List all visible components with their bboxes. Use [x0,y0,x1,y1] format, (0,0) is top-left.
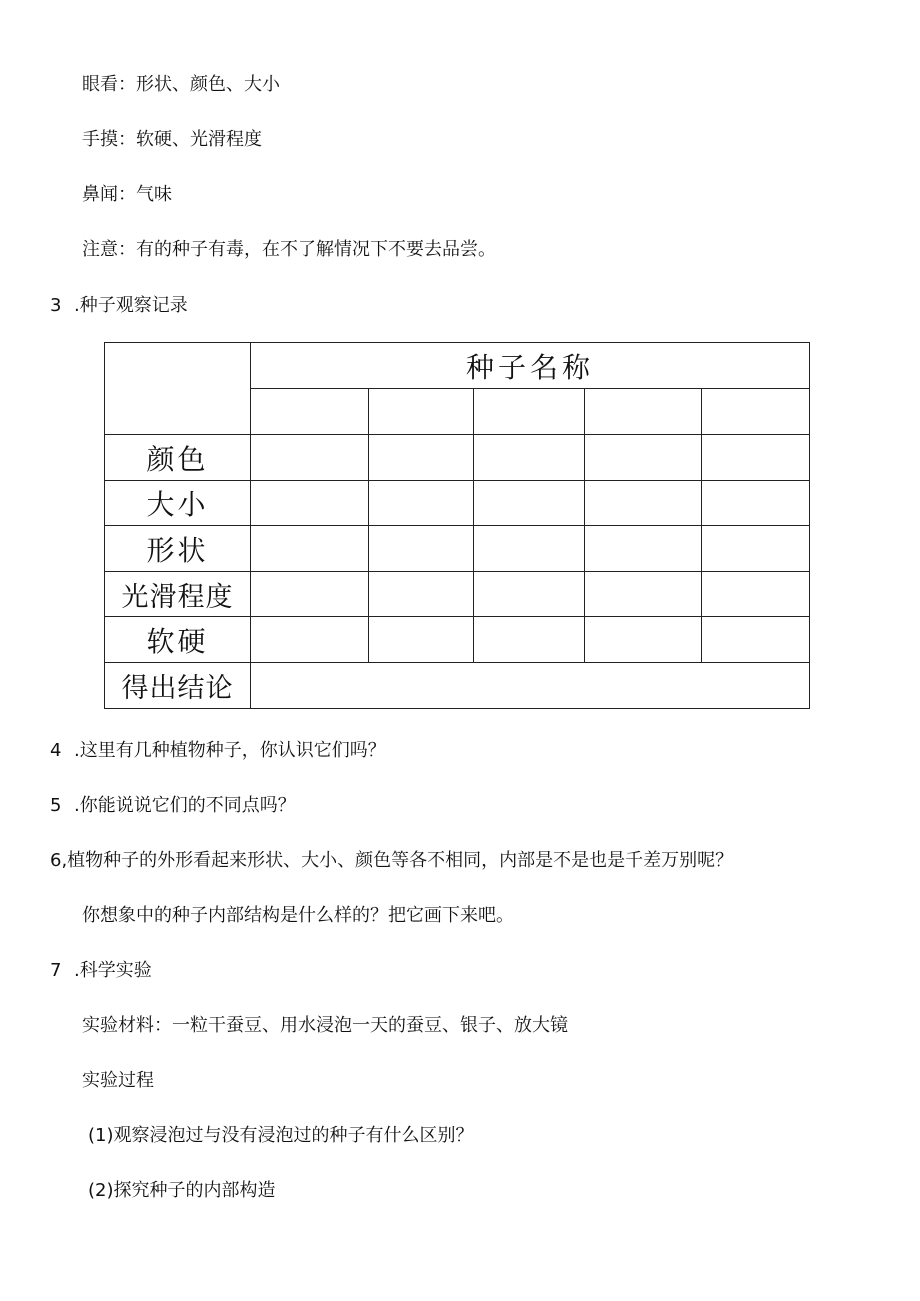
table-cell[interactable] [251,435,369,481]
seed-name-cell[interactable] [474,389,585,435]
section-5-title: .你能说说它们的不同点吗？ [74,795,296,816]
seed-observation-table [104,342,810,709]
seed-name-cell[interactable] [369,389,474,435]
conclusion-cell[interactable] [251,663,810,709]
table-cell[interactable] [251,526,369,572]
table-row-conclusion [105,663,810,709]
section-5-heading [50,794,296,818]
table-cell[interactable] [474,617,585,663]
seed-name-header: 种子名称 [251,343,810,389]
table-cell[interactable] [474,435,585,481]
table-row-hardness [105,617,810,663]
experiment-materials: 实验材料：一粒干蚕豆、用水浸泡一天的蚕豆、银子、放大镜 [82,1015,568,1036]
table-cell[interactable] [585,572,702,617]
section-3-number: 3 [50,295,62,316]
section-4-heading [50,739,386,763]
section-3-title: .种子观察记录 [74,295,188,316]
section-7-heading [50,959,152,983]
table-cell[interactable] [702,526,810,572]
table-cell[interactable] [585,435,702,481]
row-label-color: 颜色 [105,435,251,481]
section-7-number: 7 [50,960,62,981]
table-row-size [105,481,810,526]
table-cell[interactable] [369,526,474,572]
table-cell[interactable] [702,481,810,526]
table-corner-cell [105,343,251,435]
observe-method-touch: 手摸：软硬、光滑程度 [82,129,262,150]
row-label-smoothness: 光滑程度 [105,572,251,617]
table-cell[interactable] [585,481,702,526]
safety-note: 注意：有的种子有毒，在不了解情况下不要去品尝。 [82,239,496,260]
table-cell[interactable] [251,481,369,526]
table-cell[interactable] [702,617,810,663]
row-label-size: 大小 [105,481,251,526]
section-4-number: 4 [50,740,62,761]
table-row-color [105,435,810,481]
section-3-heading [50,294,188,318]
row-label-hardness: 软硬 [105,617,251,663]
table-cell[interactable] [474,572,585,617]
section-6-heading: 6,植物种子的外形看起来形状、大小、颜色等各不相同，内部是不是也是千差万别呢？ [50,850,734,871]
section-7-title: .科学实验 [74,960,152,981]
observe-method-eyes: 眼看：形状、颜色、大小 [82,74,280,95]
experiment-step-2: (2)探究种子的内部构造 [88,1180,276,1201]
experiment-process-label: 实验过程 [82,1070,154,1091]
table-cell[interactable] [474,526,585,572]
observe-method-smell: 鼻闻：气味 [82,184,172,205]
table-row-smoothness [105,572,810,617]
table-cell[interactable] [585,617,702,663]
table-cell[interactable] [251,617,369,663]
table-cell[interactable] [369,572,474,617]
table-cell[interactable] [474,481,585,526]
section-6-subtext: 你想象中的种子内部结构是什么样的？把它画下来吧。 [82,905,514,926]
row-label-shape: 形状 [105,526,251,572]
table-cell[interactable] [702,435,810,481]
table-row-shape [105,526,810,572]
seed-name-cell[interactable] [702,389,810,435]
section-4-title: .这里有几种植物种子，你认识它们吗？ [74,740,386,761]
table-cell[interactable] [585,526,702,572]
table-cell[interactable] [702,572,810,617]
row-label-conclusion: 得出结论 [105,663,251,709]
table-cell[interactable] [251,572,369,617]
section-5-number: 5 [50,795,62,816]
seed-name-cell[interactable] [251,389,369,435]
table-cell[interactable] [369,481,474,526]
experiment-step-1: (1)观察浸泡过与没有浸泡过的种子有什么区别？ [88,1125,474,1146]
seed-name-cell[interactable] [585,389,702,435]
table-cell[interactable] [369,435,474,481]
table-cell[interactable] [369,617,474,663]
